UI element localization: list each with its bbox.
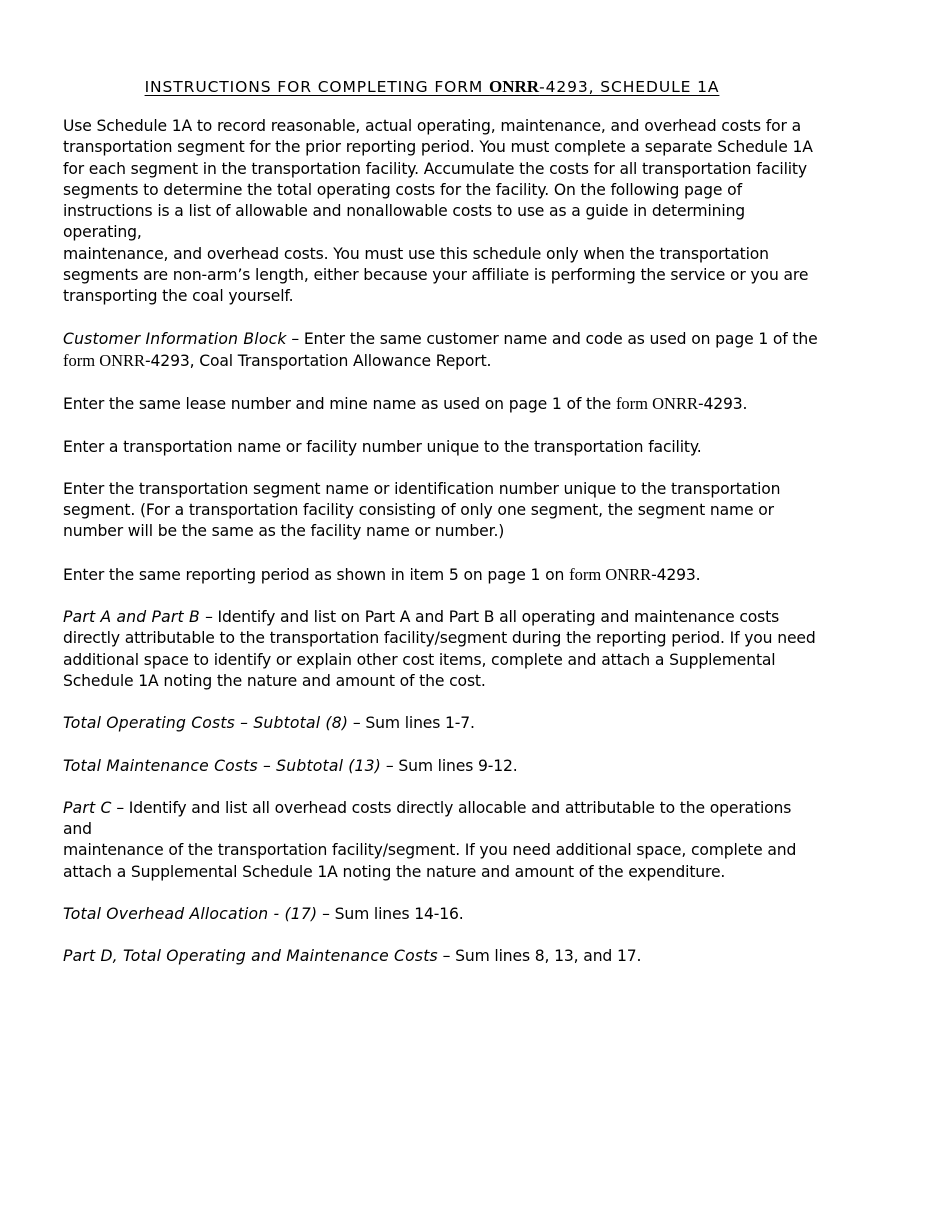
title-form-code: ONRR bbox=[489, 77, 540, 96]
operating-costs-paragraph bbox=[63, 713, 823, 734]
period-suffix: -4293. bbox=[651, 565, 701, 584]
part-d-text: – Sum lines 8, 13, and 17. bbox=[437, 947, 642, 966]
part-d-lead: Part D, Total Operating and Maintenance Costs bbox=[63, 947, 438, 966]
overhead-paragraph bbox=[63, 904, 823, 925]
lease-suffix: -4293. bbox=[697, 395, 748, 414]
maintenance-costs-paragraph bbox=[63, 756, 823, 777]
lease-paragraph bbox=[63, 393, 823, 415]
part-ab-lead: Part A and Part B bbox=[63, 608, 206, 627]
overhead-text: – Sum lines 14-16. bbox=[317, 905, 464, 924]
part-ab-text: – Identify and list on Part A and Part B all operating and maintenance costs directly attributable to the transportation facility/segment during the reporting period. If you need additional space to identify or explain other cost items, complete and attach a Supplemental Schedule 1A noting the nature and amount of the cost. bbox=[63, 608, 816, 690]
period-form: form ONRR bbox=[569, 564, 652, 584]
customer-info-form: form ONRR bbox=[63, 350, 146, 370]
lease-text: Enter the same lease number and mine name as used on page 1 of the bbox=[63, 395, 616, 414]
period-text: Enter the same reporting period as shown in item 5 on page 1 on bbox=[63, 565, 570, 584]
part-ab-paragraph bbox=[63, 607, 823, 692]
customer-info-paragraph bbox=[63, 329, 823, 373]
facility-paragraph: Enter a transportation name or facility number unique to the transportation facility. bbox=[63, 437, 702, 456]
period-paragraph bbox=[63, 564, 823, 586]
part-c-paragraph bbox=[63, 798, 823, 883]
part-c-lead: Part C bbox=[63, 798, 112, 817]
overhead-lead: Total Overhead Allocation - (17) bbox=[63, 905, 318, 924]
maintenance-costs-text: – Sum lines 9-12. bbox=[381, 756, 518, 775]
page-title bbox=[63, 76, 823, 98]
operating-costs-text: – Sum lines 1-7. bbox=[348, 714, 475, 733]
part-d-paragraph bbox=[63, 946, 823, 967]
operating-costs-lead: Total Operating Costs – Subtotal (8) bbox=[63, 714, 349, 733]
title-underlined bbox=[145, 78, 720, 96]
part-c-text: – Identify and list all overhead costs directly allocable and attributable to the operations and maintenance of the transportation facility/segment. If you need additional space, complete and attach a Supplemental Schedule 1A noting the nature and amount of the expenditure. bbox=[63, 798, 797, 881]
customer-info-lead: Customer Information Block bbox=[63, 329, 287, 348]
title-prefix: INSTRUCTIONS FOR COMPLETING FORM bbox=[144, 78, 490, 96]
customer-info-text-2: -4293, Coal Transportation Allowance Report. bbox=[145, 351, 492, 370]
customer-info-text-1: – Enter the same customer name and code as used on page 1 of the bbox=[291, 329, 818, 348]
maintenance-costs-lead: Total Maintenance Costs – Subtotal (13) bbox=[63, 756, 382, 775]
intro-paragraph: Use Schedule 1A to record reasonable, actual operating, maintenance, and overhead costs for a transportation segment for the prior reporting period. You must complete a separate Schedule 1A for each segment in the transportation facility. Accumulate the costs for all transportation facility segments to determine the total operating costs for the facility. On the following page of instructions is a list of allowable and nonallowable costs to use as a guide in determining operating, maintenance, and overhead costs. You must use this schedule only when the transportation segments are non-arm’s length, either because your affiliate is performing the service or you are transporting the coal yourself. bbox=[63, 117, 813, 306]
title-suffix: -4293, SCHEDULE 1A bbox=[539, 78, 720, 96]
instructions-page bbox=[63, 76, 823, 989]
lease-form: form ONRR bbox=[615, 394, 698, 414]
segment-paragraph: Enter the transportation segment name or identification number unique to the transportation segment. (For a transportation facility consisting of only one segment, the segment name or number will be the same as the facility name or number.) bbox=[63, 479, 781, 541]
